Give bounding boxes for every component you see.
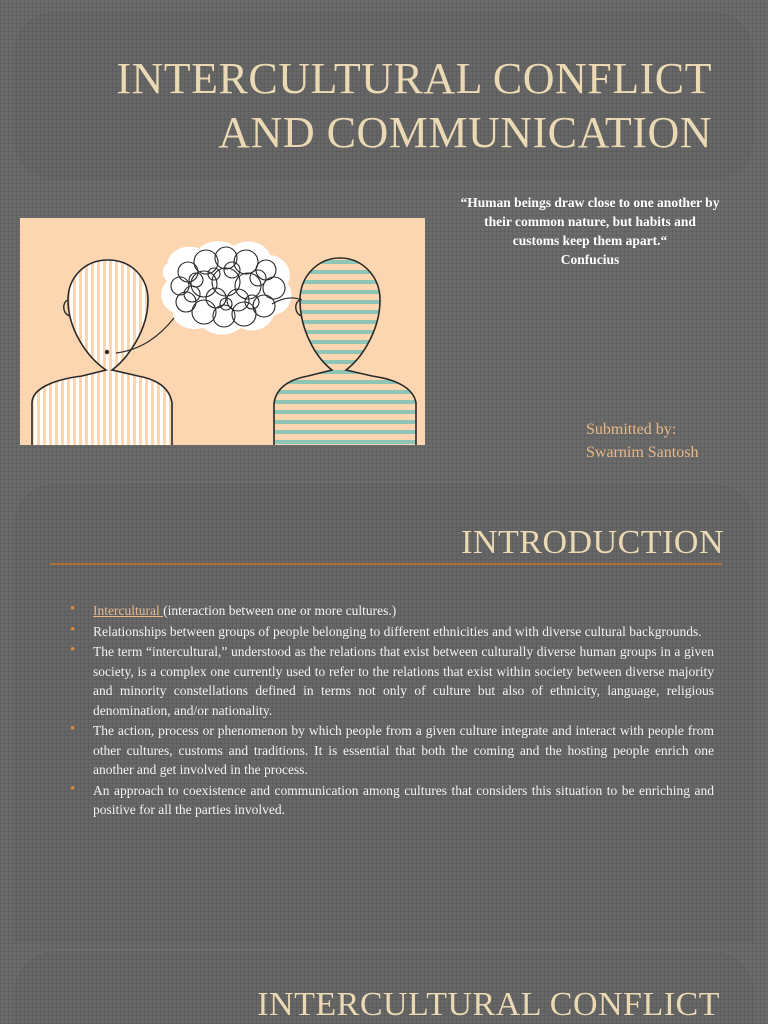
conflict-title: INTERCULTURAL CONFLICT <box>257 986 720 1023</box>
quote-line-1: “Human beings draw close to one another by <box>460 195 720 210</box>
submitted-by <box>586 418 698 464</box>
quote-author: Confucius <box>560 252 620 267</box>
confucius-quote <box>428 193 752 269</box>
introduction-bullets <box>70 601 714 821</box>
title-divider <box>50 563 722 565</box>
slide-title <box>0 0 768 474</box>
slide-intercultural-conflict <box>0 942 768 1024</box>
list-item: • The action, process or phenomenon by which people from a given culture integrate and interact with people from other cultures, customs and traditions. It is essential that both the coming and the hosting people enrich one another and get involved in the process. <box>70 721 714 780</box>
list-item: • Relationships between groups of people belonging to different ethnicities and with diverse cultural backgrounds. <box>70 622 714 642</box>
slide-introduction <box>0 474 768 942</box>
intercultural-link[interactable]: Intercultural <box>93 603 164 618</box>
list-item <box>70 601 714 621</box>
page-title <box>32 52 712 160</box>
quote-line-3: customs keep them apart.“ <box>512 233 668 248</box>
bullet-1-text: (interaction between one or more cultures.) <box>163 603 397 618</box>
two-heads-tangled-thought-illustration <box>20 218 425 445</box>
title-line-1: INTERCULTURAL CONFLICT <box>116 54 712 103</box>
quote-line-2: their common nature, but habits and <box>484 214 696 229</box>
submitted-name: Swarnim Santosh <box>586 444 699 461</box>
submitted-label: Submitted by: <box>586 421 677 438</box>
introduction-title: INTRODUCTION <box>461 524 724 561</box>
list-item: • An approach to coexistence and communication among cultures that considers this situation to be enriching and positive for all the parties involved. <box>70 781 714 820</box>
list-item: • The term “intercultural,” understood as the relations that exist between culturally diverse human groups in a given society, is a complex one currently used to refer to the relations that exist within society between diverse majority and minority constellations defined in terms not only of culture but also of ethnicity, language, religious denomination, and/or nationality. <box>70 642 714 720</box>
title-line-2: AND COMMUNICATION <box>218 108 712 157</box>
